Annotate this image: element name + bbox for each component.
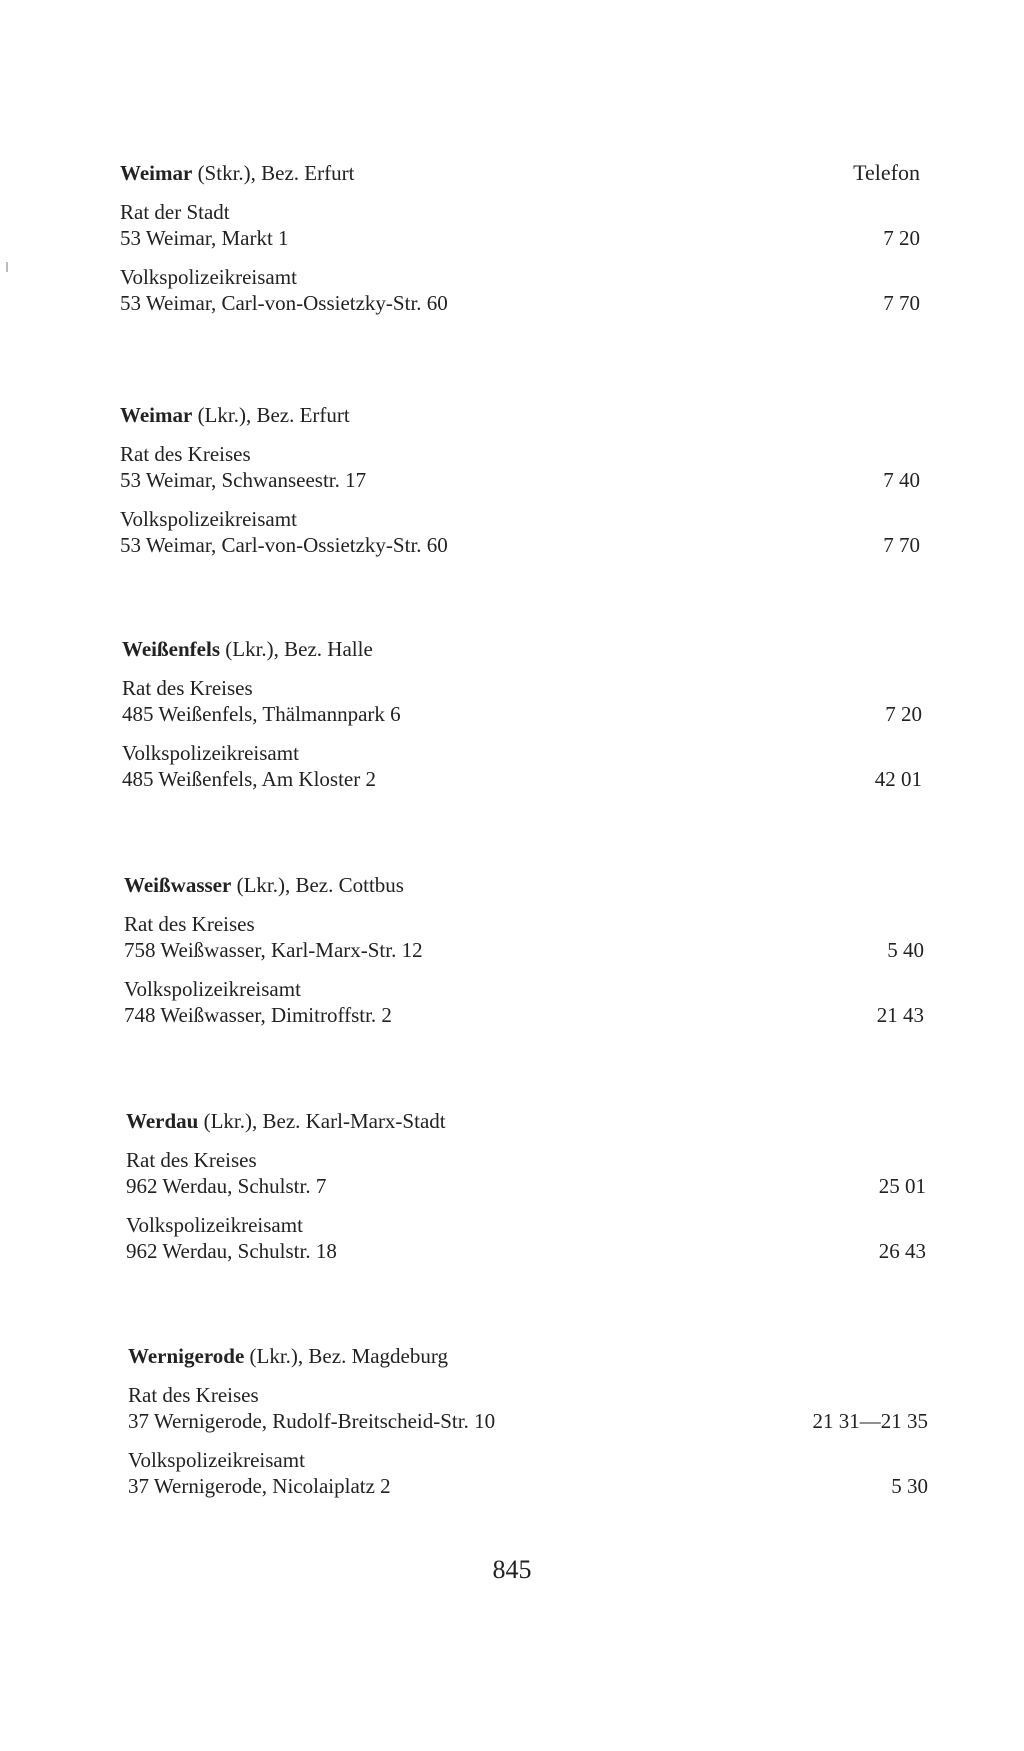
- office-name: Volkspolizeikreisamt: [120, 507, 297, 531]
- section-heading: [122, 636, 922, 662]
- address: 962 Werdau, Schulstr. 7: [126, 1174, 327, 1198]
- section-heading: [128, 1343, 928, 1369]
- phone-number: 5 30: [891, 1474, 928, 1498]
- section-name: Weißenfels: [122, 637, 220, 661]
- address-line: [124, 1002, 924, 1028]
- directory-section: [124, 872, 924, 1028]
- page-number: 845: [492, 1555, 532, 1584]
- address-line: [126, 1238, 926, 1264]
- directory-section: [128, 1343, 928, 1499]
- section-suffix: (Lkr.), Bez. Karl-Marx-Stadt: [198, 1109, 446, 1133]
- section-name: Weißwasser: [124, 873, 232, 897]
- section-heading: [124, 872, 924, 898]
- address: 37 Wernigerode, Nicolaiplatz 2: [128, 1474, 391, 1498]
- address: 53 Weimar, Schwanseestr. 17: [120, 468, 367, 492]
- office-name: Rat des Kreises: [120, 442, 251, 466]
- phone-number: 7 70: [883, 291, 920, 315]
- phone-number: 7 20: [883, 226, 920, 250]
- phone-number: 26 43: [878, 1239, 926, 1263]
- office-name: Volkspolizeikreisamt: [124, 977, 301, 1001]
- directory-section: [120, 160, 920, 316]
- phone-number: 21 31—21 35: [812, 1409, 928, 1433]
- address: 53 Weimar, Markt 1: [120, 226, 289, 250]
- address: 748 Weißwasser, Dimitroffstr. 2: [124, 1003, 392, 1027]
- section-suffix: (Lkr.), Bez. Magdeburg: [244, 1344, 448, 1368]
- address-line: [120, 290, 920, 316]
- address-line: [122, 701, 922, 727]
- address-line: [128, 1408, 928, 1434]
- phone-number: 7 20: [885, 702, 922, 726]
- address: 485 Weißenfels, Thälmannpark 6: [122, 702, 401, 726]
- section-heading: [120, 402, 920, 428]
- phone-number: 42 01: [874, 767, 922, 791]
- office-name: Rat des Kreises: [126, 1148, 257, 1172]
- section-name: Weimar: [120, 161, 193, 185]
- address-line: [120, 225, 920, 251]
- address-line: [120, 467, 920, 493]
- directory-section: [120, 402, 920, 558]
- phone-number: 7 40: [883, 468, 920, 492]
- address: 53 Weimar, Carl-von-Ossietzky-Str. 60: [120, 291, 448, 315]
- directory-section: [126, 1108, 926, 1264]
- section-name: Werdau: [126, 1109, 199, 1133]
- address: 485 Weißenfels, Am Kloster 2: [122, 767, 376, 791]
- office-name: Volkspolizeikreisamt: [122, 741, 299, 765]
- phone-number: 25 01: [878, 1174, 926, 1198]
- margin-mark: [6, 262, 8, 272]
- phone-number: 7 70: [883, 533, 920, 557]
- section-suffix: (Lkr.), Bez. Erfurt: [192, 403, 350, 427]
- section-heading: [126, 1108, 926, 1134]
- section-suffix: (Lkr.), Bez. Cottbus: [231, 873, 404, 897]
- address-line: [120, 532, 920, 558]
- section-name: Wernigerode: [128, 1344, 245, 1368]
- address: 962 Werdau, Schulstr. 18: [126, 1239, 337, 1263]
- address: 53 Weimar, Carl-von-Ossietzky-Str. 60: [120, 533, 448, 557]
- office-name: Rat des Kreises: [122, 676, 253, 700]
- office-name: Volkspolizeikreisamt: [126, 1213, 303, 1237]
- address-line: [128, 1473, 928, 1499]
- telefon-column-header: Telefon: [853, 160, 920, 185]
- phone-number: 5 40: [887, 938, 924, 962]
- office-name: Rat des Kreises: [128, 1383, 259, 1407]
- address-line: [122, 766, 922, 792]
- section-suffix: (Lkr.), Bez. Halle: [220, 637, 373, 661]
- address: 758 Weißwasser, Karl-Marx-Str. 12: [124, 938, 423, 962]
- office-name: Rat des Kreises: [124, 912, 255, 936]
- address-line: [126, 1173, 926, 1199]
- office-name: Volkspolizeikreisamt: [120, 265, 297, 289]
- address: 37 Wernigerode, Rudolf-Breitscheid-Str. 10: [128, 1409, 496, 1433]
- office-name: Volkspolizeikreisamt: [128, 1448, 305, 1472]
- office-name: Rat der Stadt: [120, 200, 230, 224]
- section-suffix: (Stkr.), Bez. Erfurt: [192, 161, 355, 185]
- directory-section: [122, 636, 922, 792]
- address-line: [124, 937, 924, 963]
- section-name: Weimar: [120, 403, 193, 427]
- section-heading: [120, 160, 920, 186]
- phone-number: 21 43: [876, 1003, 924, 1027]
